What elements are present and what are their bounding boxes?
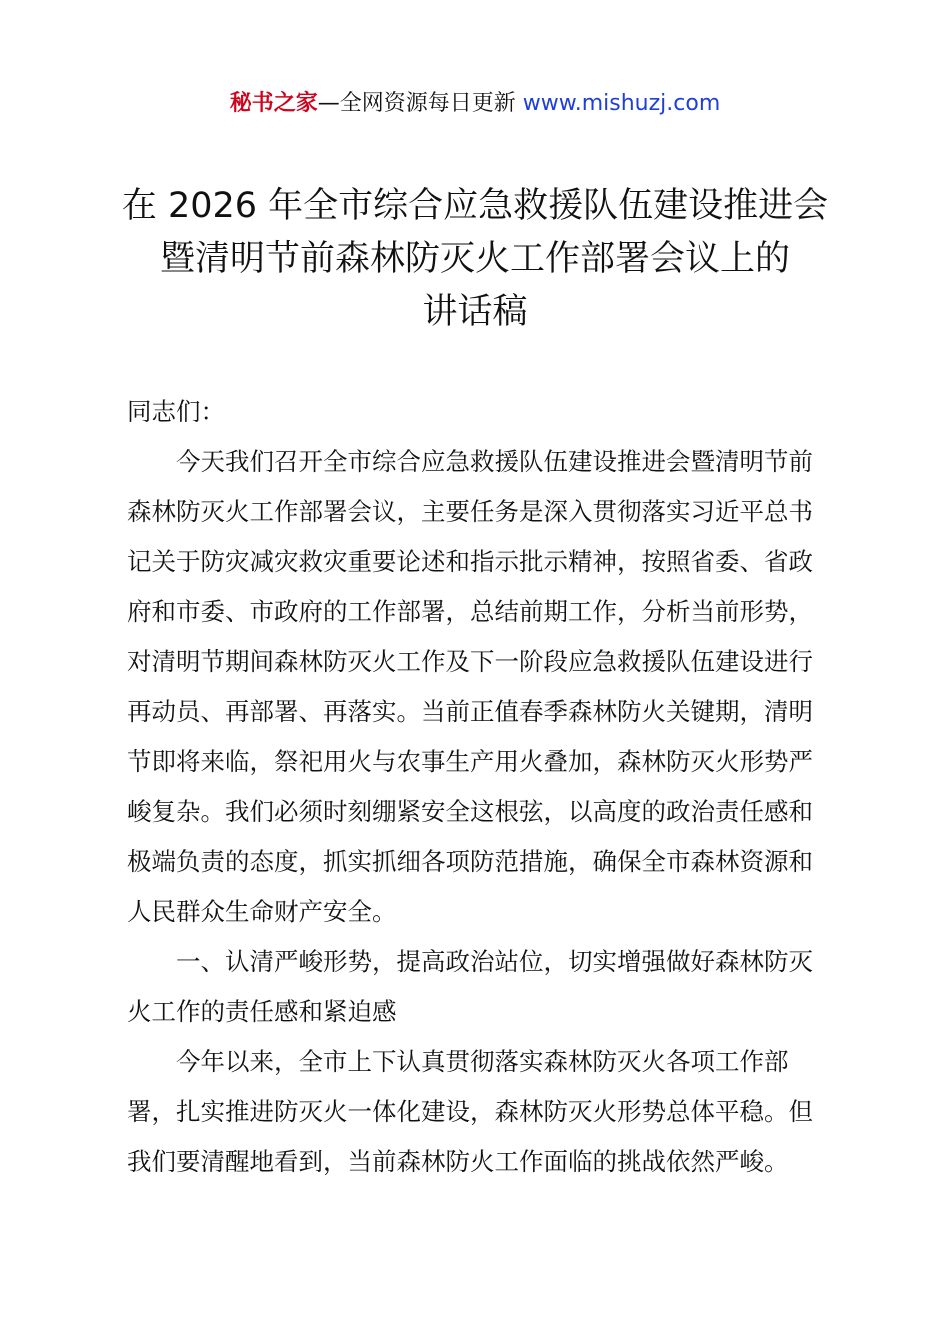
brand-name: 秘书之家 [229, 91, 318, 116]
site-url-link[interactable]: www.mishuzj.com [522, 91, 721, 116]
body-paragraph: 今天我们召开全市综合应急救援队伍建设推进会暨清明节前森林防灭火工作部署会议，主要任务是深入贯彻落实习近平总书记关于防灾减灾救灾重要论述和指示批示精神，按照省委、省政府和市委、市政府的工作部署，总结前期工作，分析当前形势，对清明节期间森林防灭火工作及下一阶段应急救援队伍建设进行再动员、再部署、再落实。当前正值春季森林防火关键期，清明节即将来临，祭祀用火与农事生产用火叠加，森林防灭火形势严峻复杂。我们必须时刻绷紧安全这根弦，以高度的政治责任感和极端负责的态度，抓实抓细各项防范措施，确保全市森林资源和人民群众生命财产安全。 [127, 447, 813, 926]
title-line-2: 暨清明节前森林防灭火工作部署会议上的 [159, 239, 790, 279]
document-body [127, 387, 833, 1187]
header-tagline: —全网资源每日更新 [317, 91, 523, 116]
salutation: 同志们： [127, 397, 225, 426]
title-line-3: 讲话稿 [422, 292, 528, 332]
body-paragraph: 今年以来，全市上下认真贯彻落实森林防灭火各项工作部署，扎实推进防灭火一体化建设，森林防灭火形势总体平稳。但我们要清醒地看到，当前森林防火工作面临的挑战依然严峻。 [127, 1047, 813, 1176]
section-heading: 一、认清严峻形势，提高政治站位，切实增强做好森林防灭火工作的责任感和紧迫感 [127, 947, 813, 1026]
document-title [100, 180, 850, 339]
title-line-1: 在 2026 年全市综合应急救援队伍建设推进会 [121, 186, 829, 226]
site-header [0, 88, 950, 120]
